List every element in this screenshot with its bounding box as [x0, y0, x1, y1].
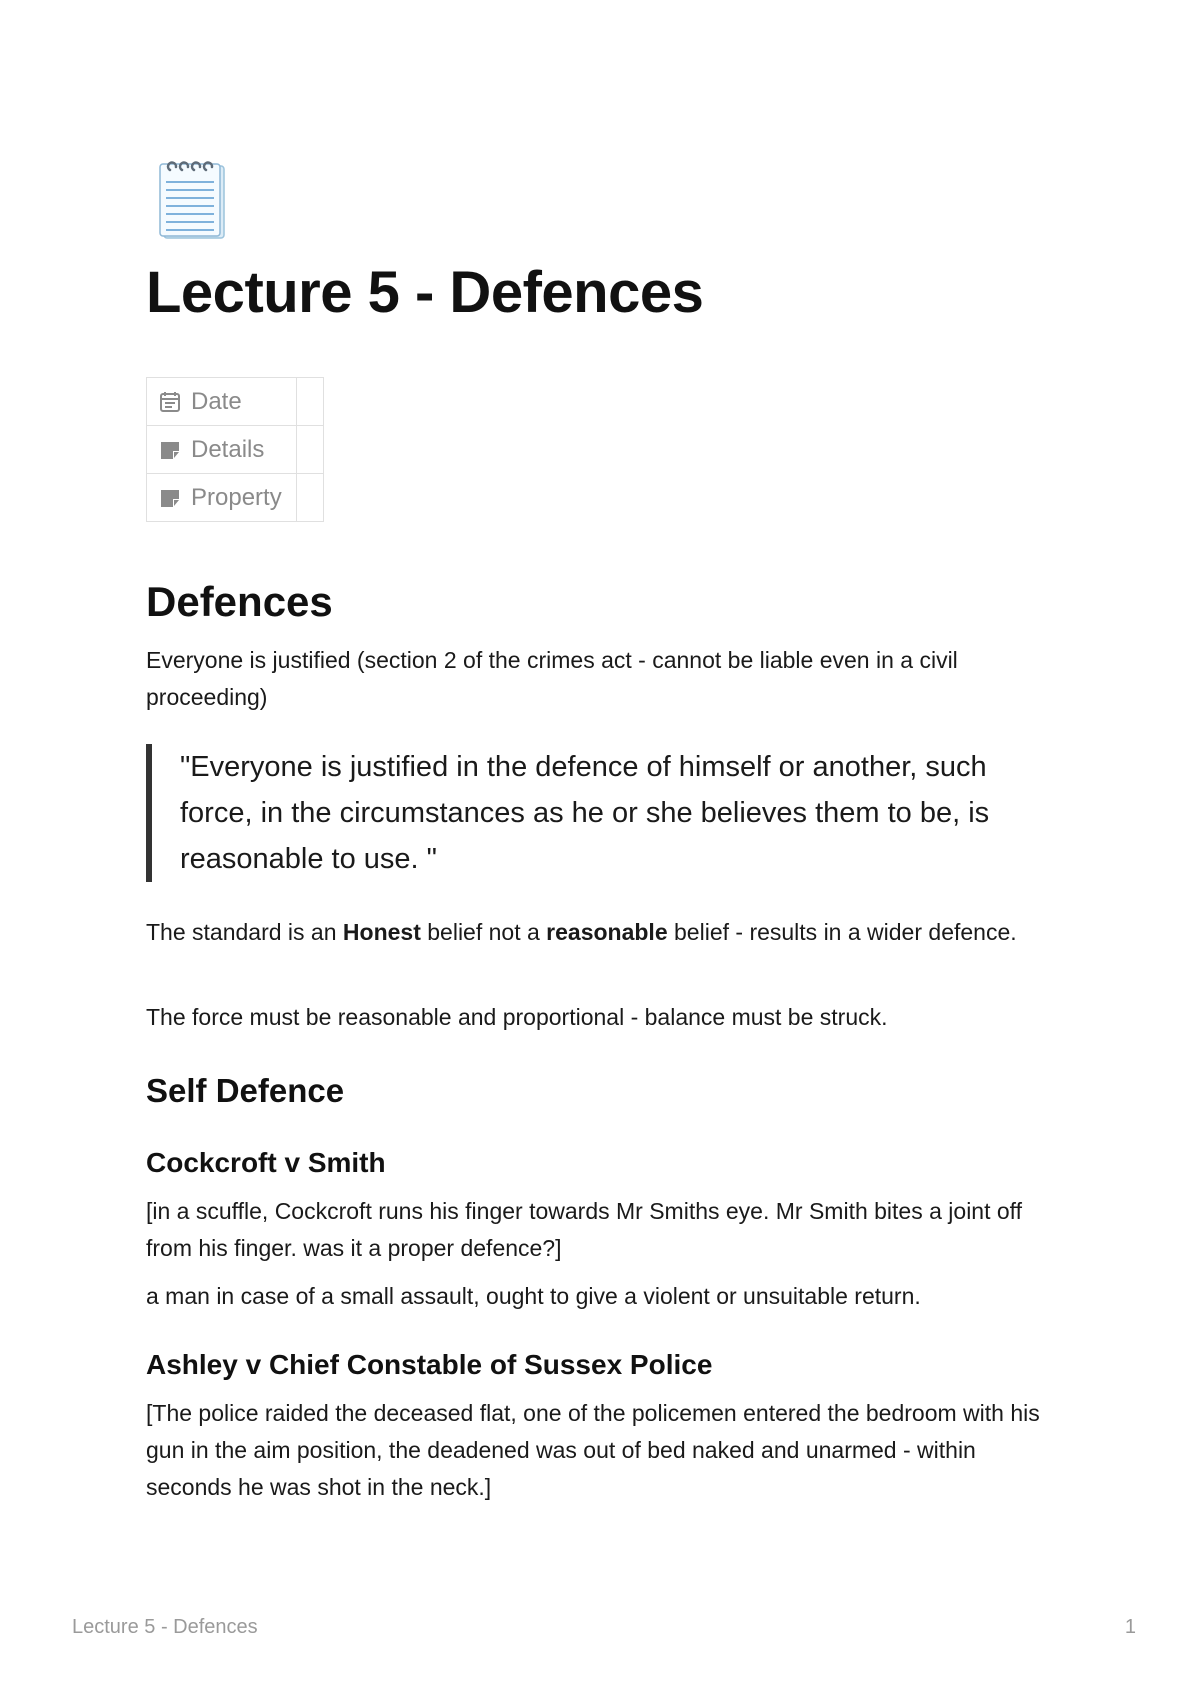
text-run: belief - results in a wider defence. — [667, 919, 1017, 945]
property-label: Details — [191, 435, 265, 463]
blockquote: "Everyone is justified in the defence of himself or another, such force, in the circumstances as he or she believes them to be, is reasonable to use. " — [146, 744, 1066, 882]
property-value[interactable] — [297, 474, 324, 522]
property-row-property[interactable] — [147, 474, 324, 522]
page-number: 1 — [1124, 1616, 1136, 1638]
text-run: belief not a — [420, 919, 547, 945]
text-run: The standard is an — [146, 919, 343, 945]
notepad-icon — [156, 156, 228, 242]
property-label: Date — [191, 387, 242, 415]
property-row-date[interactable] — [147, 378, 324, 426]
property-label: Property — [191, 483, 282, 511]
case-holding: a man in case of a small assault, ought to give a violent or unsuitable return. — [146, 1283, 921, 1309]
case-facts: [The police raided the deceased flat, one of the policemen entered the bedroom with his gun in the aim position, the deadened was out of bed naked and unarmed - within seconds he was shot in the neck.] — [146, 1400, 1040, 1500]
case-facts: [in a scuffle, Cockcroft runs his finger towards Mr Smiths eye. Mr Smith bites a joint off from his finger. was it a proper defence?] — [146, 1198, 1023, 1261]
heading-defences: Defences — [146, 578, 333, 625]
property-row-details[interactable] — [147, 426, 324, 474]
properties-table — [146, 377, 324, 522]
property-value[interactable] — [297, 426, 324, 474]
property-value[interactable] — [297, 378, 324, 426]
paragraph-intro: Everyone is justified (section 2 of the crimes act - cannot be liable even in a civil proceeding) — [146, 647, 958, 710]
property-key — [147, 426, 297, 474]
text-icon — [159, 439, 181, 461]
heading-self-defence: Self Defence — [146, 1072, 345, 1109]
page-title: Lecture 5 - Defences — [146, 260, 704, 325]
paragraph-force: The force must be reasonable and proportional - balance must be struck. — [146, 1004, 888, 1030]
bold-text: Honest — [342, 919, 421, 945]
text-icon — [159, 487, 181, 509]
paragraph-standard — [146, 914, 1066, 951]
calendar-icon — [159, 391, 181, 413]
bold-text: reasonable — [546, 919, 668, 945]
property-key — [147, 378, 297, 426]
case-title: Ashley v Chief Constable of Sussex Police — [146, 1349, 713, 1380]
case-title: Cockcroft v Smith — [146, 1147, 386, 1178]
property-key — [147, 474, 297, 522]
footer-title: Lecture 5 - Defences — [72, 1616, 258, 1638]
